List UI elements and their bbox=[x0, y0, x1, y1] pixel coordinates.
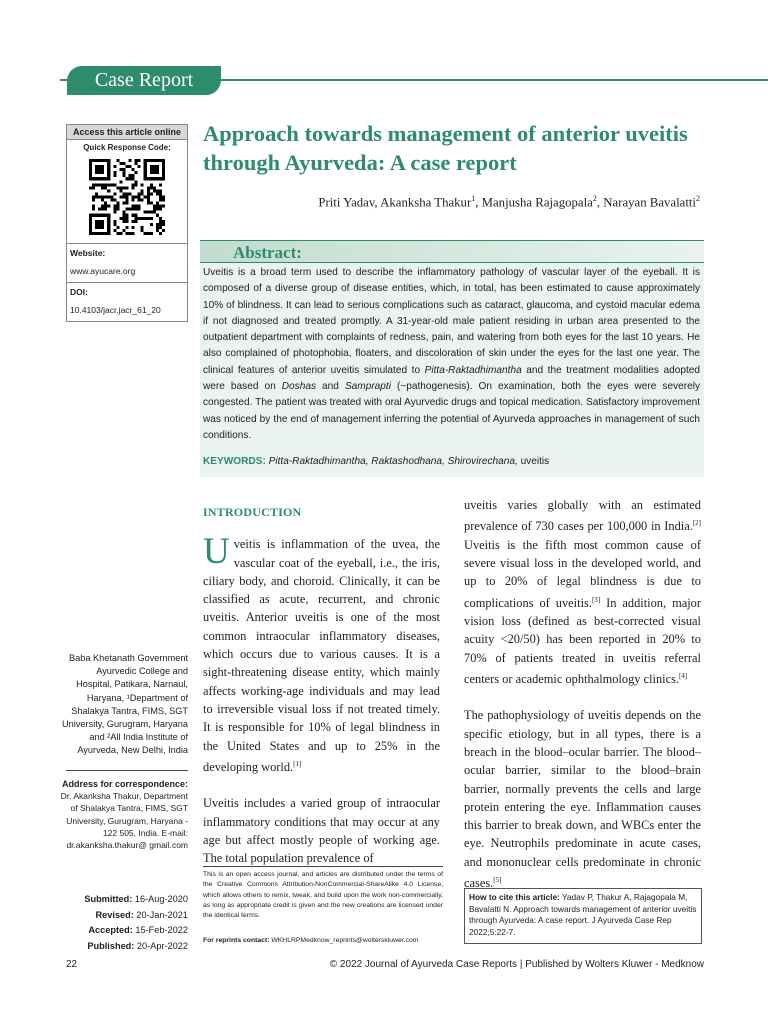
article-type-banner: Case Report bbox=[67, 66, 221, 95]
website-link[interactable]: www.ayucare.org bbox=[70, 266, 136, 276]
date-revised: Revised: 20-Jan-2021 bbox=[95, 909, 188, 920]
license-footnote: This is an open access journal, and articles are distributed under the terms of the Creative Commons Attribution-NonCommercial-ShareAlike 4.0 License, which allows others to remix, tweak, and build upon the work non-commercially, as long as appropriate credit is given and the new creations are licensed under the identical terms. bbox=[203, 871, 443, 920]
qr-code-container bbox=[66, 155, 188, 244]
affiliations: Baba Khetanath Government Ayurvedic College and Hospital, Patikara, Narnaul, Haryana, ¹Department of Shalakya Tantra, FIMS, SGT University, Gurugram, Haryana and ²All India Institute of Ayurveda, New Delhi, India bbox=[62, 653, 188, 756]
date-accepted: Accepted: 15-Feb-2022 bbox=[88, 925, 188, 935]
reprints-contact: For reprints contact: WKHLRPMedknow_reprints@wolterskluwer.com bbox=[203, 937, 419, 944]
ref-link[interactable]: [1] bbox=[293, 759, 302, 768]
footnote-rule bbox=[203, 866, 443, 867]
doi-box bbox=[66, 283, 188, 322]
paragraph-1: Uveitis is inflammation of the uvea, the vascular coat of the eyeball, i.e., the iris, ciliary body, and choroid. Clinically, it can be classified as acute, recurrent, and chronic uveitis. Anterior uveitis is one of the most common intraocular inflammatory diseases, which occurs due to various causes. It is a sight-threatening disease entity, which mainly affects working-age individuals and may lead to irreversible visual loss if not treated timely. It is responsible for 10% of legal blindness in the United States and up to 25% in the developing world.[1] bbox=[203, 531, 440, 774]
body-column-left bbox=[203, 503, 440, 885]
website-box bbox=[66, 244, 188, 283]
correspondence-label: Address for correspondence: bbox=[61, 779, 188, 789]
access-box bbox=[66, 124, 188, 322]
page-number: 22 bbox=[66, 959, 78, 970]
article-dates bbox=[60, 892, 188, 954]
ref-link[interactable]: [4] bbox=[679, 671, 688, 680]
paragraph-4: The pathophysiology of uveitis depends on the specific etiology, but in all types, there is a breach in the blood–ocular barrier. The blood–ocular barrier, similar to the blood–brain barrier, normally prevents the cells and large protein entering the eye. Inflammation causes this barrier to break down, and WBCs enter the eye. Neutrophils predominate in acute cases, and mononuclear cells predominate in chronic cases.[5] bbox=[464, 708, 701, 891]
doi-link[interactable]: 10.4103/jacr.jacr_61_20 bbox=[70, 305, 161, 315]
correspondence bbox=[60, 778, 188, 851]
qr-code-icon[interactable] bbox=[89, 159, 165, 235]
abstract-text: Uveitis is a broad term used to describe the inflammatory pathology of vascular layer of the eyeball. It is composed of a diverse group of disease entities, which, in total, has been estimated to cause approximately 10% of blindness. It can lead to serious complications such as cataract, glaucoma, and cystoid macular edema if not diagnosed and treated promptly. A 31-year-old male patient residing in urban area presented to the outpatient department with complaints of redness, pain, and watering from both eyes for the last 10 years. He also complained of photophobia, floaters, and discoloration of skin under the eyes for the last one year. The clinical features of anterior uveitis simulated to Pitta-Raktadhimantha and the treatment modalities adopted were based on Doshas and Samprapti (~pathogenesis). On examination, both the eyes were severely congested. The patient was treated with oral Ayurvedic drugs and topical medication. Satisfactory improvement was noticed by the end of management inferring the potential of Ayurveda approaches in management of such conditions. bbox=[203, 267, 700, 441]
doi-label: DOI: bbox=[70, 287, 88, 297]
abstract-box bbox=[200, 240, 704, 477]
ref-link[interactable]: [3] bbox=[591, 595, 601, 604]
correspondence-rule bbox=[66, 770, 188, 771]
paragraph-3: uveitis varies globally with an estimated prevalence of 730 cases per 100,000 in India.[2] Uveitis is the fifth most common cause of severe visual loss in the developed world, and up to 20% of legal blindness is due to complications of uveitis.[3] In addition, major vision loss (defined as best-corrected visual acuity <20/50) has been reported in 20% to 70% of patients treated in uveitis referral centers or academic ophthalmology clinics.[4] bbox=[464, 498, 701, 687]
article-title: Approach towards management of anterior uveitis through Ayurveda: A case report bbox=[203, 121, 688, 175]
date-published: Published: 20-Apr-2022 bbox=[87, 940, 188, 951]
qr-label: Quick Response Code: bbox=[66, 140, 188, 155]
introduction-heading: INTRODUCTION bbox=[203, 505, 302, 519]
citation-box: How to cite this article: Yadav P, Thakur A, Rajagopala M, Bavalatti N. Approach towards management of anterior uveitis through Ayurveda: A case report. J Ayurveda Case Rep 2022;5:22-7. bbox=[464, 888, 702, 944]
keywords: KEYWORDS: Pitta-Raktadhimantha, Raktashodhana, Shirovirechana, uveitis bbox=[203, 456, 550, 467]
access-header: Access this article online bbox=[66, 124, 188, 140]
journal-footer: © 2022 Journal of Ayurveda Case Reports | Published by Wolters Kluwer - Medknow bbox=[329, 959, 704, 970]
ref-link[interactable]: [2] bbox=[692, 519, 701, 528]
ref-link[interactable]: [5] bbox=[493, 876, 502, 885]
reprints-email[interactable]: WKHLRPMedknow_reprints@wolterskluwer.com bbox=[269, 937, 419, 944]
paragraph-2: Uveitis includes a varied group of intraocular inflammatory conditions that may occur at any age but affect mostly people of working age. The total population prevalence of bbox=[203, 796, 440, 866]
date-submitted: Submitted: 16-Aug-2020 bbox=[84, 894, 188, 904]
website-label: Website: bbox=[70, 248, 106, 258]
dropcap: U bbox=[203, 531, 230, 573]
correspondence-text: Dr. Akanksha Thakur, Department of Shalakya Tantra, FIMS, SGT University, Gurugram, Haryana - 122 505, India. E-mail: dr.akanksha.thakur@ gmail.com bbox=[60, 791, 188, 851]
body-column-right bbox=[464, 496, 701, 910]
author-list: Priti Yadav, Akanksha Thakur$^1$, Manjusha Rajagopala$^2$, Narayan Bavalatti$^2$ bbox=[318, 194, 700, 210]
abstract-heading: Abstract: bbox=[233, 243, 302, 262]
